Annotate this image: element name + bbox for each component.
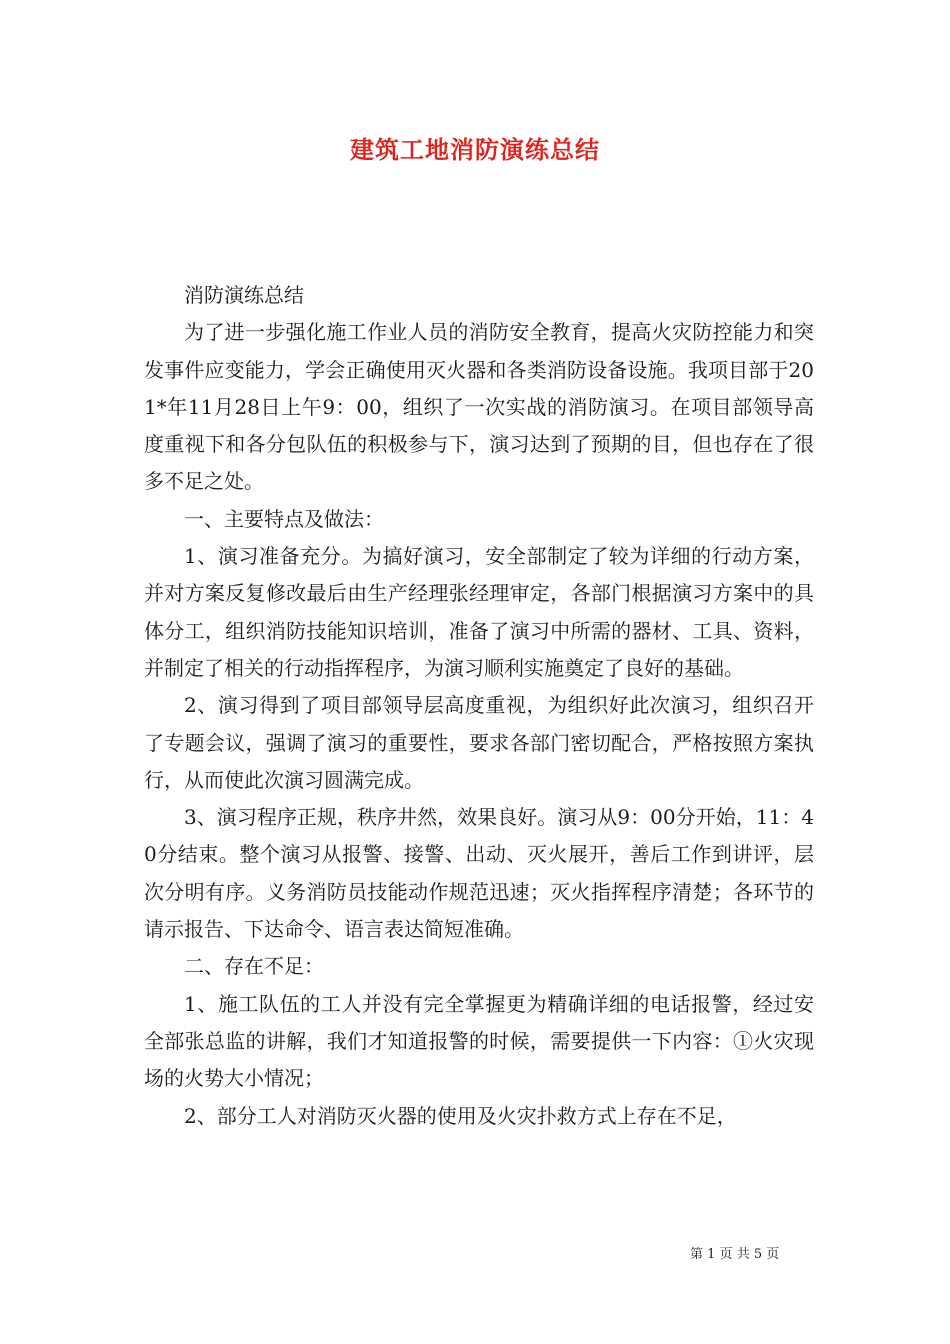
paragraph-shortcoming-1: 1、施工队伍的工人并没有完全掌握更为精确详细的电话报警，经过安全部张总监的讲解，我们才知道报警的时候，需要提供一下内容：①火灾现场的火势大小情况；	[144, 991, 814, 1091]
page-total: 5	[753, 1247, 763, 1262]
paragraph-intro: 为了进一步强化施工作业人员的消防安全教育，提高火灾防控能力和突发事件应变能力，学会正确使用灭火器和各类消防设备设施。我项目部于201*年11月28日上午9：00，组织了一次实战的消防演习。在项目部领导高度重视下和各分包队伍的积极参与下，演习达到了预期的目，但也存在了很多不足之处。	[144, 320, 814, 494]
paragraph-feature-1: 1、演习准备充分。为搞好演习，安全部制定了较为详细的行动方案，并对方案反复修改最后由生产经理张经理审定，各部门根据演习方案中的具体分工，组织消防技能知识培训，准备了演习中所需的器材、工具、资料，并制定了相关的行动指挥程序，为演习顺利实施奠定了良好的基础。	[144, 544, 814, 680]
section-heading-shortcomings: 二、存在不足：	[184, 954, 324, 979]
paragraph-feature-2: 2、演习得到了项目部领导层高度重视，为组织好此次演习，组织召开了专题会议，强调了演习的重要性，要求各部门密切配合，严格按照方案执行，从而使此次演习圆满完成。	[144, 693, 814, 792]
document-title: 建筑工地消防演练总结	[350, 135, 600, 164]
paragraph-feature-3: 3、演习程序正规，秩序井然，效果良好。演习从9：00分开始，11：40分结束。整个演习从报警、接警、出动、灭火展开，善后工作到讲评，层次分明有序。义务消防员技能动作规范迅速；灭火指挥程序清楚；各环节的请示报告、下达命令、语言表达简短准确。	[144, 805, 814, 942]
page-number	[690, 1246, 840, 1264]
page-suffix: 页	[766, 1247, 780, 1262]
page-current: 1	[707, 1247, 716, 1262]
page-mid: 页 共	[719, 1247, 750, 1262]
page-prefix: 第	[690, 1247, 704, 1262]
paragraph-subtitle: 消防演练总结	[184, 283, 304, 307]
section-heading-features: 一、主要特点及做法：	[184, 506, 384, 531]
paragraph-shortcoming-2: 2、部分工人对消防灭火器的使用及火灾扑救方式上存在不足，	[184, 1103, 737, 1128]
document-body	[144, 277, 814, 1135]
